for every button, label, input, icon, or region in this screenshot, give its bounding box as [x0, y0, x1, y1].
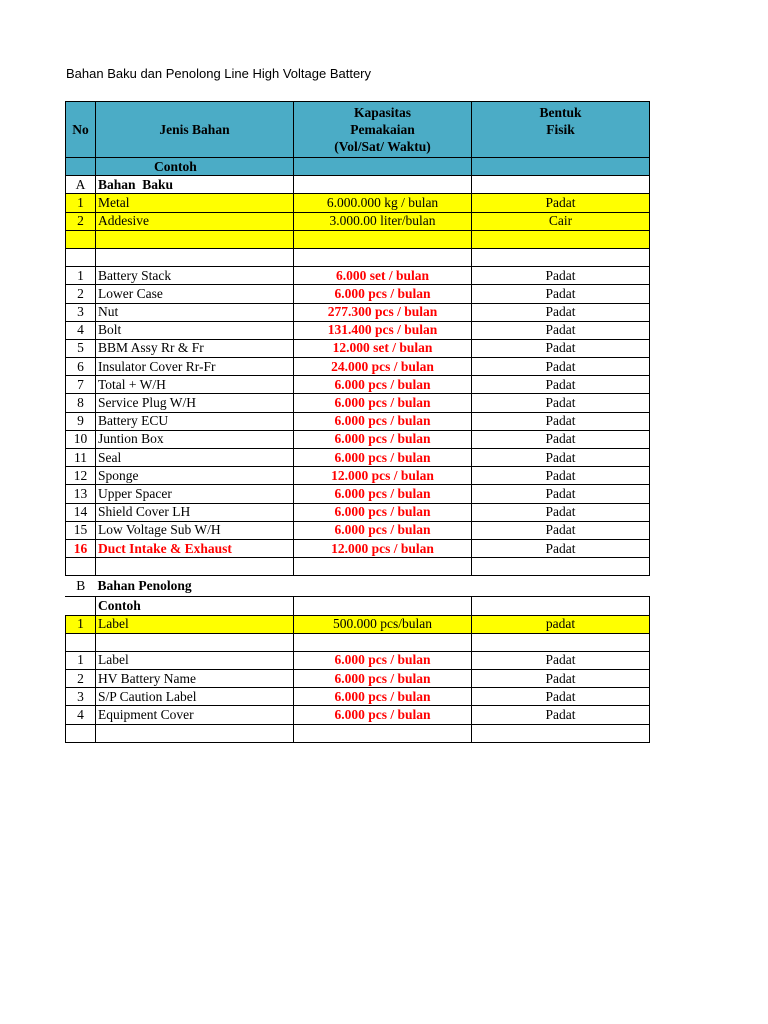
row-number: 11 — [66, 449, 96, 467]
row-number: 5 — [66, 339, 96, 357]
section-b-row — [66, 576, 650, 597]
empty-cell — [96, 248, 294, 266]
empty-cell — [66, 558, 96, 576]
material-name: Seal — [96, 449, 294, 467]
physical-form: Padat — [472, 651, 650, 669]
material-name: Label — [96, 615, 294, 633]
empty-row — [66, 633, 650, 651]
section-b-letter: B — [66, 576, 96, 597]
table-row — [66, 539, 650, 557]
section-a-label: Bahan Baku — [96, 176, 294, 194]
material-name: Battery Stack — [96, 267, 294, 285]
row-number: 12 — [66, 467, 96, 485]
material-name: Equipment Cover — [96, 706, 294, 724]
contoh-b-row — [66, 597, 650, 615]
material-name: Bolt — [96, 321, 294, 339]
table-row — [66, 688, 650, 706]
physical-form: Padat — [472, 688, 650, 706]
header-bentuk-line1: Bentuk — [539, 105, 582, 120]
capacity-value: 6.000 pcs / bulan — [294, 394, 472, 412]
section-a-row — [66, 176, 650, 194]
section-b-label: Bahan Penolong — [96, 576, 294, 597]
material-name: Juntion Box — [96, 430, 294, 448]
empty-cell — [66, 230, 96, 248]
physical-form: Padat — [472, 412, 650, 430]
example-row — [66, 615, 650, 633]
row-number: 1 — [66, 267, 96, 285]
material-name: Service Plug W/H — [96, 394, 294, 412]
header-no: No — [66, 102, 96, 158]
capacity-value: 12.000 set / bulan — [294, 339, 472, 357]
empty-cell — [472, 558, 650, 576]
physical-form: Padat — [472, 449, 650, 467]
material-name: S/P Caution Label — [96, 688, 294, 706]
material-name: Metal — [96, 194, 294, 212]
physical-form: Padat — [472, 339, 650, 357]
empty-cell — [472, 248, 650, 266]
material-name: Nut — [96, 303, 294, 321]
physical-form: Padat — [472, 521, 650, 539]
empty-cell — [294, 248, 472, 266]
row-number: 16 — [66, 539, 96, 557]
material-name: Upper Spacer — [96, 485, 294, 503]
contoh-row — [66, 158, 650, 176]
empty-cell — [472, 633, 650, 651]
physical-form: Padat — [472, 430, 650, 448]
material-name: BBM Assy Rr & Fr — [96, 339, 294, 357]
table-row — [66, 412, 650, 430]
physical-form: Padat — [472, 303, 650, 321]
capacity-value: 6.000 pcs / bulan — [294, 376, 472, 394]
table-row — [66, 706, 650, 724]
material-name: Duct Intake & Exhaust — [96, 539, 294, 557]
row-number: 1 — [66, 194, 96, 212]
material-name: Low Voltage Sub W/H — [96, 521, 294, 539]
capacity-value: 24.000 pcs / bulan — [294, 358, 472, 376]
capacity-value: 500.000 pcs/bulan — [294, 615, 472, 633]
material-name: HV Battery Name — [96, 670, 294, 688]
physical-form: Padat — [472, 321, 650, 339]
table-row — [66, 285, 650, 303]
row-number: 13 — [66, 485, 96, 503]
row-number: 2 — [66, 212, 96, 230]
material-name: Addesive — [96, 212, 294, 230]
empty-cell — [294, 230, 472, 248]
capacity-value: 131.400 pcs / bulan — [294, 321, 472, 339]
table-row — [66, 358, 650, 376]
empty-cell — [96, 724, 294, 742]
empty-cell — [472, 724, 650, 742]
capacity-value: 12.000 pcs / bulan — [294, 467, 472, 485]
capacity-value: 6.000 pcs / bulan — [294, 651, 472, 669]
row-number: 15 — [66, 521, 96, 539]
row-number: 3 — [66, 688, 96, 706]
empty-cell — [472, 576, 650, 597]
row-number: 4 — [66, 706, 96, 724]
material-name: Shield Cover LH — [96, 503, 294, 521]
row-number: 9 — [66, 412, 96, 430]
physical-form: Cair — [472, 212, 650, 230]
row-number: 7 — [66, 376, 96, 394]
header-jenis-bahan: Jenis Bahan — [96, 102, 294, 158]
physical-form: Padat — [472, 358, 650, 376]
material-name: Lower Case — [96, 285, 294, 303]
capacity-value: 6.000 pcs / bulan — [294, 430, 472, 448]
capacity-value: 6.000 set / bulan — [294, 267, 472, 285]
header-kapasitas-line1: Kapasitas — [353, 105, 411, 120]
physical-form: Padat — [472, 394, 650, 412]
capacity-value: 6.000 pcs / bulan — [294, 670, 472, 688]
physical-form: Padat — [472, 485, 650, 503]
row-number: 6 — [66, 358, 96, 376]
capacity-value: 6.000 pcs / bulan — [294, 521, 472, 539]
table-row — [66, 521, 650, 539]
table-row — [66, 485, 650, 503]
row-number: 8 — [66, 394, 96, 412]
capacity-value: 6.000 pcs / bulan — [294, 706, 472, 724]
capacity-value: 3.000.00 liter/bulan — [294, 212, 472, 230]
table-row — [66, 449, 650, 467]
empty-cell — [294, 558, 472, 576]
capacity-value: 6.000 pcs / bulan — [294, 688, 472, 706]
contoh-label: Contoh — [96, 158, 294, 176]
empty-cell — [294, 633, 472, 651]
empty-row — [66, 248, 650, 266]
empty-cell — [96, 633, 294, 651]
physical-form: padat — [472, 615, 650, 633]
physical-form: Padat — [472, 706, 650, 724]
header-kapasitas-line2: Pemakaian — [350, 122, 415, 137]
header-kapasitas — [294, 102, 472, 158]
material-name: Sponge — [96, 467, 294, 485]
table-row — [66, 376, 650, 394]
table-row — [66, 339, 650, 357]
physical-form: Padat — [472, 267, 650, 285]
physical-form: Padat — [472, 376, 650, 394]
empty-cell — [294, 597, 472, 615]
empty-cell — [66, 597, 96, 615]
table-row — [66, 503, 650, 521]
empty-cell — [472, 230, 650, 248]
physical-form: Padat — [472, 467, 650, 485]
physical-form: Padat — [472, 285, 650, 303]
header-row — [66, 102, 650, 158]
row-number: 10 — [66, 430, 96, 448]
empty-row — [66, 230, 650, 248]
material-name: Insulator Cover Rr-Fr — [96, 358, 294, 376]
capacity-value: 6.000 pcs / bulan — [294, 412, 472, 430]
capacity-value: 12.000 pcs / bulan — [294, 539, 472, 557]
header-bentuk-line2: Fisik — [546, 122, 575, 137]
empty-cell — [66, 724, 96, 742]
row-number: 3 — [66, 303, 96, 321]
example-row — [66, 212, 650, 230]
empty-cell — [294, 724, 472, 742]
physical-form: Padat — [472, 503, 650, 521]
document-title: Bahan Baku dan Penolong Line High Voltage Battery — [66, 66, 372, 81]
material-name: Total + W/H — [96, 376, 294, 394]
example-row — [66, 194, 650, 212]
table-row — [66, 303, 650, 321]
capacity-value: 6.000 pcs / bulan — [294, 485, 472, 503]
materials-table — [65, 101, 650, 743]
physical-form: Padat — [472, 194, 650, 212]
row-number: 1 — [66, 615, 96, 633]
material-name: Battery ECU — [96, 412, 294, 430]
empty-cell — [66, 248, 96, 266]
table-row — [66, 651, 650, 669]
row-number: 2 — [66, 285, 96, 303]
table-row — [66, 321, 650, 339]
capacity-value: 6.000 pcs / bulan — [294, 449, 472, 467]
empty-cell — [472, 597, 650, 615]
header-kapasitas-line3: (Vol/Sat/ Waktu) — [334, 139, 431, 154]
table-row — [66, 467, 650, 485]
header-bentuk-fisik — [472, 102, 650, 158]
table-row — [66, 430, 650, 448]
capacity-value: 277.300 pcs / bulan — [294, 303, 472, 321]
row-number: 4 — [66, 321, 96, 339]
capacity-value: 6.000 pcs / bulan — [294, 503, 472, 521]
empty-cell — [96, 558, 294, 576]
physical-form: Padat — [472, 670, 650, 688]
section-a-letter: A — [66, 176, 96, 194]
row-number: 1 — [66, 651, 96, 669]
capacity-value: 6.000.000 kg / bulan — [294, 194, 472, 212]
row-number: 2 — [66, 670, 96, 688]
capacity-value: 6.000 pcs / bulan — [294, 285, 472, 303]
empty-cell — [66, 633, 96, 651]
empty-cell — [96, 230, 294, 248]
empty-row — [66, 558, 650, 576]
empty-cell — [294, 576, 472, 597]
table-row — [66, 267, 650, 285]
physical-form: Padat — [472, 539, 650, 557]
row-number: 14 — [66, 503, 96, 521]
contoh-b-label: Contoh — [96, 597, 294, 615]
empty-row — [66, 724, 650, 742]
table-row — [66, 394, 650, 412]
table-row — [66, 670, 650, 688]
material-name: Label — [96, 651, 294, 669]
